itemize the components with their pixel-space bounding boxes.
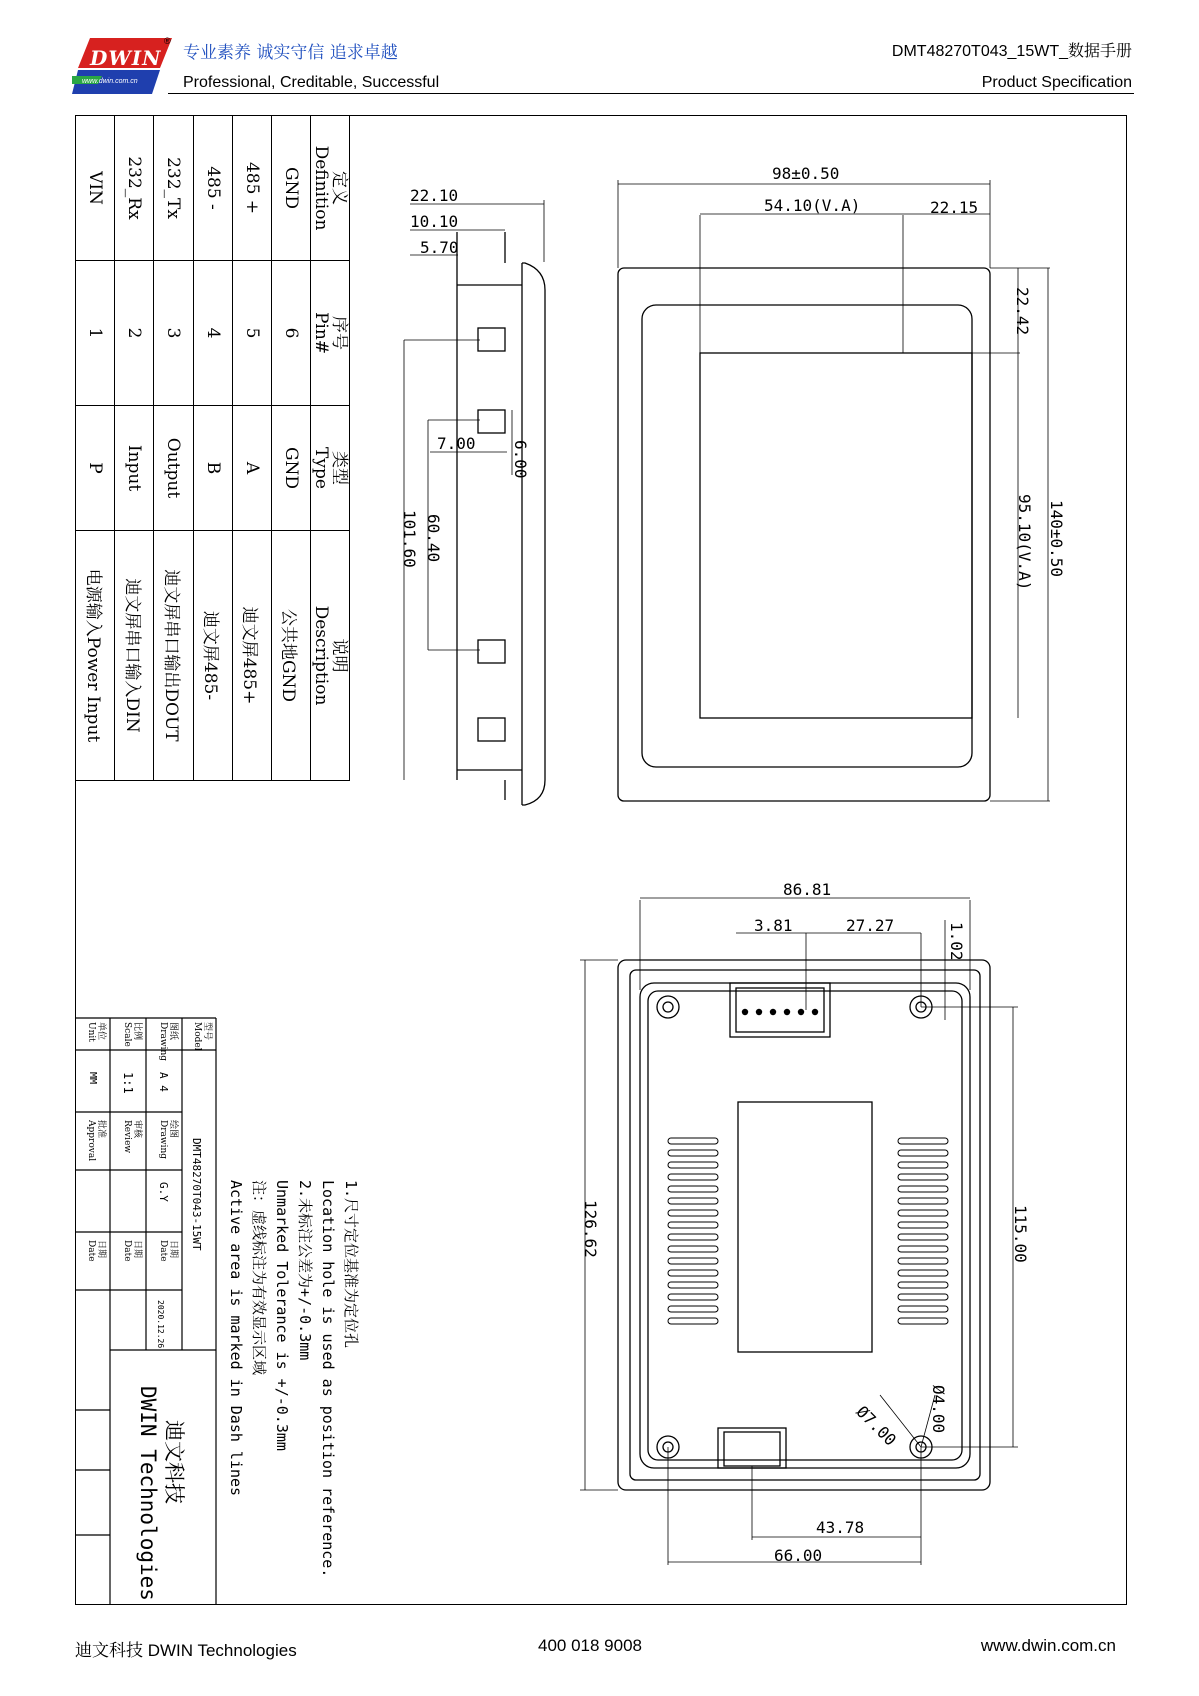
dim-label: 140±0.50 — [1047, 500, 1066, 578]
tb-date-value: 2020.12.26 — [156, 1300, 165, 1349]
tb-review-label: 审核 Review — [122, 1120, 142, 1154]
pin-type: GND — [271, 406, 310, 531]
dim-label: 6.00 — [511, 440, 530, 479]
tb-company-en: DWIN Technologies — [136, 1386, 160, 1601]
note-line: Location hole is used as position reference. — [319, 1180, 337, 1578]
pin-description: 迪文屏串口输入DIN — [115, 531, 154, 781]
tb-model-label: 型号 Model — [192, 1022, 212, 1051]
footer-company: 迪文科技 DWIN Technologies — [75, 1641, 297, 1660]
footer-website[interactable]: www.dwin.com.cn — [980, 1636, 1116, 1655]
tb-date-label: 日期 Date — [158, 1240, 178, 1262]
dim-label: 22.15 — [930, 198, 979, 217]
tb-approval-label: 批准 Approval — [86, 1120, 106, 1162]
dim-label: Ø7.00 — [852, 1402, 901, 1450]
pin-type: A — [232, 406, 271, 531]
vent-slots — [668, 1138, 948, 1324]
pin-definition: 232_Tx — [154, 116, 193, 261]
tb-drawing-value: A 4 — [157, 1072, 170, 1092]
pin-description: 迪文屏串口输出DOUT — [154, 531, 193, 781]
pin-number: 1 — [76, 261, 115, 406]
dim-label: 3.81 — [754, 916, 793, 935]
pin-header-description: 说明 Description — [311, 531, 350, 781]
pin-number: 2 — [115, 261, 154, 406]
dim-label: 10.10 — [410, 212, 459, 231]
notes-block — [224, 1180, 362, 1577]
pin-description: 迪文屏485- — [193, 531, 232, 781]
pin-type: Input — [115, 406, 154, 531]
pin-description: 电源输入Power Input — [76, 531, 115, 781]
pin-definition: 485 - — [193, 116, 232, 261]
logo-sub-text: www.dwin.com.cn — [82, 78, 138, 85]
note-line: 2.未标注公差为+/-0.3mm — [296, 1180, 314, 1361]
pin-header-definition: 定义 Definition — [311, 116, 350, 261]
pin-definition: 232_Rx — [115, 116, 154, 261]
dim-label: 98±0.50 — [772, 164, 840, 183]
pin-header-type: 类型 Type — [311, 406, 350, 531]
dim-label: 86.81 — [783, 880, 832, 899]
pin-header-pin: 序号 Pin# — [311, 261, 350, 406]
tb-unit-value: MM — [87, 1072, 98, 1085]
tb-scale-value: 1:1 — [121, 1072, 135, 1094]
connector-pins — [742, 1009, 818, 1015]
dim-label: 66.00 — [774, 1546, 823, 1565]
note-line: Active area is marked in Dash lines — [227, 1180, 245, 1497]
pin-definition: 485 + — [232, 116, 271, 261]
dim-label: 5.70 — [420, 238, 459, 257]
dim-label: 101.60 — [400, 510, 419, 568]
tb-unit-label: 单位 Unit — [86, 1022, 106, 1042]
side-view-outline — [457, 232, 545, 805]
pin-type: B — [193, 406, 232, 531]
dim-label: 1.02 — [947, 922, 966, 961]
footer-phone: 400 018 9008 — [538, 1636, 642, 1655]
pin-number: 6 — [271, 261, 310, 406]
dim-label: 60.40 — [424, 514, 443, 563]
pin-description: 迪文屏485+ — [232, 531, 271, 781]
tb-model-value: DMT48270T043-15WT — [190, 1138, 203, 1251]
tb-drawer-label: 绘图 Drawing — [158, 1120, 178, 1160]
tb-drawing-label: 图纸 Drawing — [158, 1022, 178, 1062]
dim-label: 7.00 — [437, 434, 476, 453]
pin-definition: GND — [271, 116, 310, 261]
pin-type: Output — [154, 406, 193, 531]
tb-date-label: 日期 Date — [86, 1240, 106, 1262]
logo-registered-mark: ® — [164, 36, 171, 46]
pin-description: 公共地GND — [271, 531, 310, 781]
dim-label: 22.10 — [410, 186, 459, 205]
dim-label: 115.00 — [1011, 1205, 1030, 1263]
dim-label: Ø4.00 — [929, 1385, 948, 1434]
tb-scale-label: 比例 Scale — [122, 1022, 142, 1047]
front-view-outline — [618, 215, 990, 801]
dim-label: 126.62 — [581, 1200, 600, 1258]
logo-text: DWIN — [90, 46, 162, 70]
doc-title: DMT48270T043_15WT_数据手册 — [891, 43, 1132, 60]
pin-number: 4 — [193, 261, 232, 406]
tb-company-cn: 迪文科技 — [162, 1420, 186, 1504]
tb-date-label: 日期 Date — [122, 1240, 142, 1262]
pin-definition: VIN — [76, 116, 115, 261]
pin-number: 3 — [154, 261, 193, 406]
dim-label: 43.78 — [816, 1518, 865, 1537]
dim-label: 22.42 — [1013, 287, 1032, 336]
slogan-en: Professional, Creditable, Successful — [183, 74, 440, 91]
tb-drawer-value: G.Y — [157, 1182, 170, 1202]
note-line: Unmarked Tolerance is +/-0.3mm — [273, 1180, 291, 1451]
slogan-cn: 专业素养 诚实守信 追求卓越 — [183, 43, 398, 63]
note-line: 注：虚线标注为有效显示区域 — [250, 1180, 268, 1376]
doc-subtitle: Product Specification — [981, 74, 1132, 91]
pin-type: P — [76, 406, 115, 531]
pin-number: 5 — [232, 261, 271, 406]
note-line: 1.尺寸定位基准为定位孔 — [342, 1180, 360, 1349]
dim-label: 95.10(V.A) — [1015, 494, 1034, 591]
dim-label: 27.27 — [846, 916, 895, 935]
dim-label: 54.10(V.A) — [764, 196, 861, 215]
